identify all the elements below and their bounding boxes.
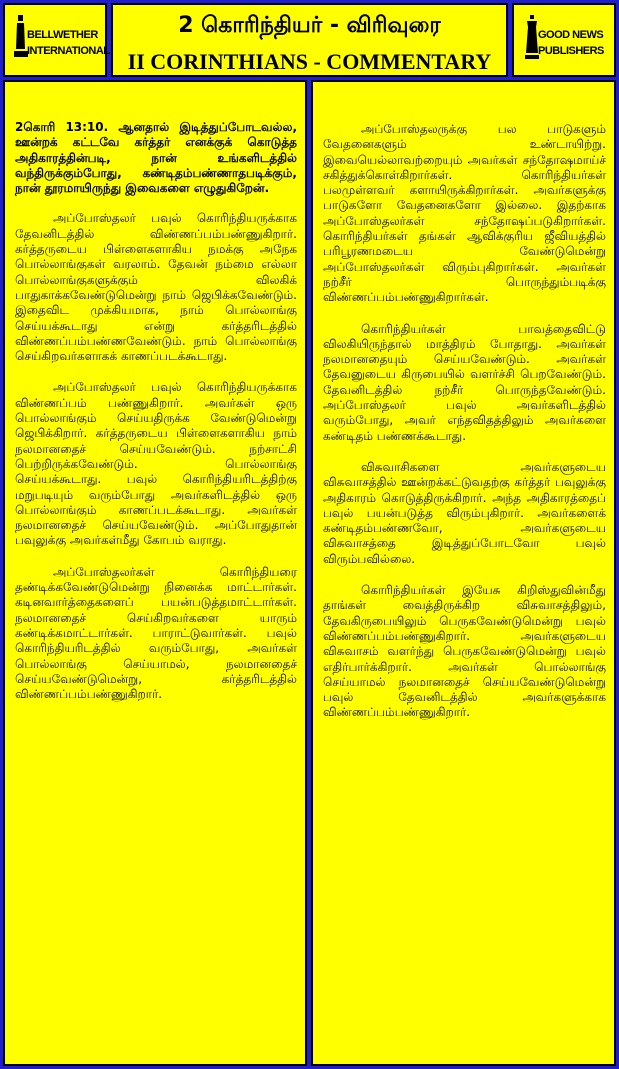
commentary-paragraph: அப்போஸ்தலருக்கு பல பாடுகளும் வேதனைகளும் உண்டாயிற்று. இவையெல்லாவற்றையும் அவர்கள் சந்தோஷமாய்ச் சகித்துக்கொள்கிறார்கள். கொரிந்தியர்கள் பலமுள்ளவர் களாயிருக்கிறார்கள். அவர்களுக்கு பாடுகளோ வேதனைகளோ இல்லை. இதற்காக அப்போஸ்தலர்கள் சந்தோஷப்படுகிறார்கள். கொரிந்தியர்கள் தங்கள் ஆவிக்குரிய ஜீவியத்தில் பரிபூரணமடைய வேண்டுமென்று அப்போஸ்தலர்கள் விரும்புகிறார்கள். அவர்கள் நற்சீர் பொருந்தும்படிக்கு விண்ணப்பம்பண்ணுகிறார்கள். (323, 122, 606, 305)
page-header (3, 3, 616, 77)
right-column (311, 80, 616, 1066)
verse-text: 2கொரி 13:10. ஆனதால் இடித்துப்போடவல்ல, ஊன்றக் கட்டவே கர்த்தர் எனக்குக் கொடுத்த அதிகாரத்தின்படி, நான் உங்களிடத்தில் வந்திருக்கும்போது, கண்டிதம்பண்ணாதபடிக்கும், நான் தூரமாயிருந்து இவைகளை எழுதுகிறேன். (15, 120, 297, 196)
commentary-paragraph: கொரிந்தியர்கள் இயேசு கிறிஸ்துவின்மீது தாங்கள் வைத்திருக்கிற விசுவாசத்திலும், தேவகிருபையிலும் பெருகவேண்டுமென்று பவுல் விண்ணப்பம்பண்ணுகிறார். அவர்களுடைய விசுவாசம் வளர்ந்து பெருகவேண்டுமென்று பவுல் எதிர்பார்க்கிறார். அவர்கள் பொல்லாங்கு செய்யாமல் நலமானதைச் செய்யவேண்டுமென்று பவுல் தேவனிடத்தில் அவர்களுக்காக விண்ணப்பம்பண்ணுகிறார். (323, 583, 606, 720)
page-title-tamil: 2 கொரிந்தியர் - விரிவுரை (178, 13, 441, 38)
commentary-paragraph: அப்போஸ்தலர் பவுல் கொரிந்தியருக்காக விண்ணப்பம் பண்ணுகிறார். அவர்கள் ஒரு பொல்லாங்கும் செய்யதிருக்க வேண்டுமென்று ஜெபிக்கிறார். கர்த்தருடைய பிள்ளைகளாகிய நாம் நலமானதைச் செய்யவேண்டும். நற்சாட்சி பெற்றிருக்கவேண்டும். பொல்லாங்கு செய்யக்கூடாது. பவுல் கொரிந்தியரிடத்திற்கு மறுபடியும் வரும்போது அவர்களிடத்தில் ஒரு பொல்லாங்கும் காணப்படக்கூடாது. அவர்கள் நலமானதைச் செய்யவேண்டும். அப்போதுதான் பவுலுக்கு அவர்கள்மீது கோபம் வராது. (15, 380, 297, 548)
commentary-paragraph: அப்போஸ்தலர் பவுல் கொரிந்தியருக்காக தேவனிடத்தில் விண்ணப்பம்பண்ணுகிறார். கர்த்தருடைய பிள்ளைகளாகிய நமக்கு அநேக பொல்லாங்குகள் வரலாம். தேவன் நம்மை எல்லா பொல்லாங்குகளுக்கும் விலகிக் பாதுகாக்கவேண்டுமென்று நாம் ஜெபிக்கவேண்டும். இதைவிட முக்கியமாக, நாம் பொல்லாங்கு செய்யக்கூடாது என்று கர்த்தரிடத்தில் விண்ணப்பம்பண்ணவேண்டும். நாம் பொல்லாங்கு செய்கிறவர்களாகக் காணப்படக்கூடாது. (15, 211, 297, 364)
good-news-logo (512, 3, 616, 77)
good-news-logo-text: GOOD NEWS PUBLISHERS (538, 29, 604, 57)
commentary-paragraph: கொரிந்தியர்கள் பாவத்தைவிட்டு விலகியிருந்தால் மாத்திரம் போதாது. அவர்கள் நலமானதையும் செய்யவேண்டும். அவர்கள் தேவனுடைய கிருபையில் வளர்ச்சி பெறவேண்டும். தேவனிடத்தில் நற்சீர் பொருந்தவேண்டும். அப்போஸ்தலர் பவுல் அவர்களிடத்தில் வரும்போது, அவர் எந்தவிதத்திலும் அவர்களை கண்டிதம் பண்ணக்கூடாது. (323, 321, 606, 443)
page-title-english: II CORINTHIANS - COMMENTARY (127, 49, 492, 74)
commentary-paragraph: விசுவாசிகளை அவர்களுடைய விசுவாசத்தில் ஊன்றக்கட்டுவதற்கு கர்த்தர் பவுலுக்கு அதிகாரம் கொடுத்திருக்கிறார். அந்த அதிகாரத்தைப் பவுல் பயன்படுத்த விரும்புகிறார். அவர்களைக் கண்டிதம்பண்ணவோ, அவர்களுடைய விசுவாசத்தை இடித்துப்போடவோ பவுல் விரும்பவில்லை. (323, 459, 606, 566)
commentary-paragraph: அப்போஸ்தலர்கள் கொரிந்தியரை தண்டிக்கவேண்டுமென்று நினைக்க மாட்டார்கள். கடினவார்த்தைகளைப் பயன்படுத்தமாட்டார்கள். நலமானதைச் செய்கிறவர்களை யாரும் கண்டிக்கமாட்டார்கள். பாராட்டுவார்கள். பவுல் கொரிந்தியரிடத்தில் வரும்போது, அவர்கள் பொல்லாங்கு செய்யாமல், நலமானதைச் செய்யவேண்டுமென்று, கர்த்தரிடத்தில் விண்ணப்பம்பண்ணுகிறார். (15, 564, 297, 702)
title-box (111, 3, 508, 77)
left-column (3, 80, 307, 1066)
bellwether-logo (3, 3, 110, 77)
bellwether-logo-text: BELLWETHER INTERNATIONAL (27, 29, 110, 57)
